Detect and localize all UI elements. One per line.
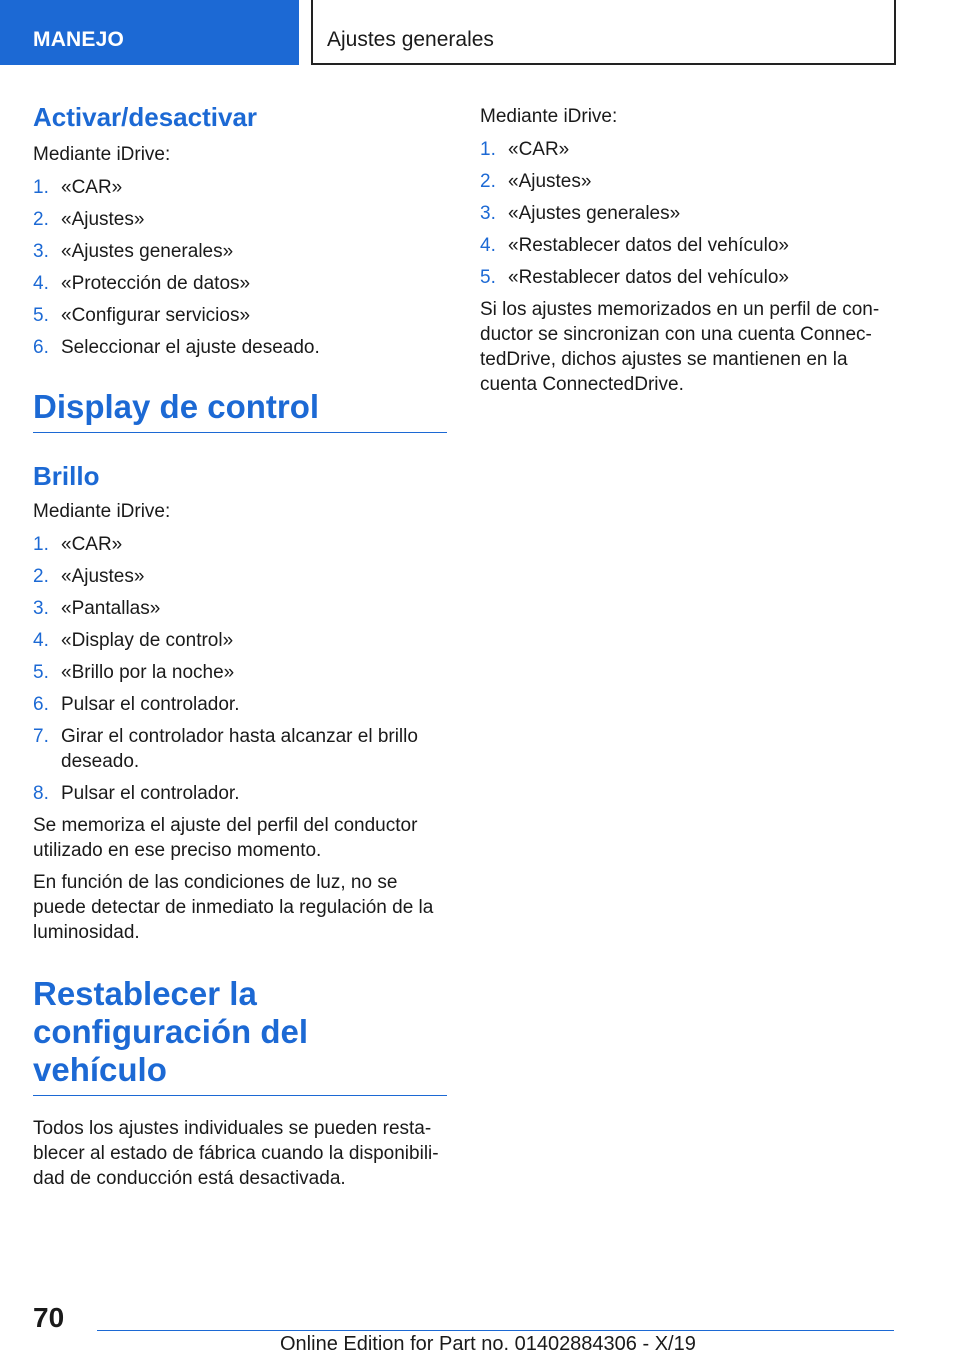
list-item: 2. «Ajustes» — [33, 566, 145, 587]
list-item: 7. Girar el controlador hasta alcanzar el brillo deseado. — [33, 726, 418, 772]
restablecer-intro: Mediante iDrive: — [480, 106, 618, 127]
list-item: 4. «Display de control» — [33, 630, 234, 651]
list-item: 2. «Ajustes» — [33, 209, 145, 230]
left-column — [33, 100, 447, 1191]
activar-intro: Mediante iDrive: — [33, 144, 171, 165]
brillo-note-light: En función de las condiciones de luz, no se puede detectar de inmediato la regulación de la luminosidad. — [33, 872, 434, 943]
brillo-intro: Mediante iDrive: — [33, 501, 171, 522]
list-item: 1. «CAR» — [480, 139, 570, 160]
section-title-brillo: Brillo — [33, 461, 100, 491]
list-item: 6. Pulsar el controlador. — [33, 694, 240, 715]
section-title-activar: Activar/desactivar — [33, 102, 258, 132]
header-chapter-title: Ajustes generales — [311, 0, 896, 65]
list-item: 6. Seleccionar el ajuste deseado. — [33, 337, 320, 358]
brillo-note-profile: Se memoriza el ajuste del perfil del conductor utilizado en ese preciso momento. — [33, 815, 418, 861]
list-item: 2. «Ajustes» — [480, 171, 592, 192]
section-title-display: Display de control — [33, 388, 447, 433]
list-item: 5. «Configurar servicios» — [33, 305, 251, 326]
list-item: 3. «Ajustes generales» — [33, 241, 234, 262]
restablecer-body: Todos los ajustes individuales se pueden restablecer al estado de fábrica cuando la disponibilidad de conducción está desactivada. — [33, 1118, 439, 1189]
list-item: 4. «Restablecer datos del vehículo» — [480, 235, 789, 256]
list-item: 5. «Brillo por la noche» — [33, 662, 235, 683]
header-section-tab: MANEJO — [0, 0, 299, 65]
list-item: 1. «CAR» — [33, 534, 123, 555]
activar-steps — [33, 175, 447, 360]
brillo-steps — [33, 532, 447, 806]
list-item: 5. «Restablecer datos del vehículo» — [480, 267, 789, 288]
list-item: 3. «Ajustes generales» — [480, 203, 681, 224]
restablecer-steps — [480, 137, 894, 290]
page-number: 70 — [33, 1302, 65, 1333]
restablecer-note: Si los ajustes memorizados en un perfil de conductor se sincronizan con una cuenta ConnectedDrive, dichos ajustes se mantienen en la cuenta ConnectedDrive. — [480, 299, 880, 395]
list-item: 4. «Protección de datos» — [33, 273, 251, 294]
section-title-restablecer: Restablecer la configuración del vehículo — [33, 975, 447, 1096]
footer-rule — [97, 1330, 894, 1331]
list-item: 8. Pulsar el controlador. — [33, 783, 240, 804]
footer-edition-text: Online Edition for Part no. 01402884306 - X/19 — [280, 1333, 696, 1355]
right-column — [480, 100, 894, 397]
list-item: 1. «CAR» — [33, 177, 123, 198]
list-item: 3. «Pantallas» — [33, 598, 161, 619]
